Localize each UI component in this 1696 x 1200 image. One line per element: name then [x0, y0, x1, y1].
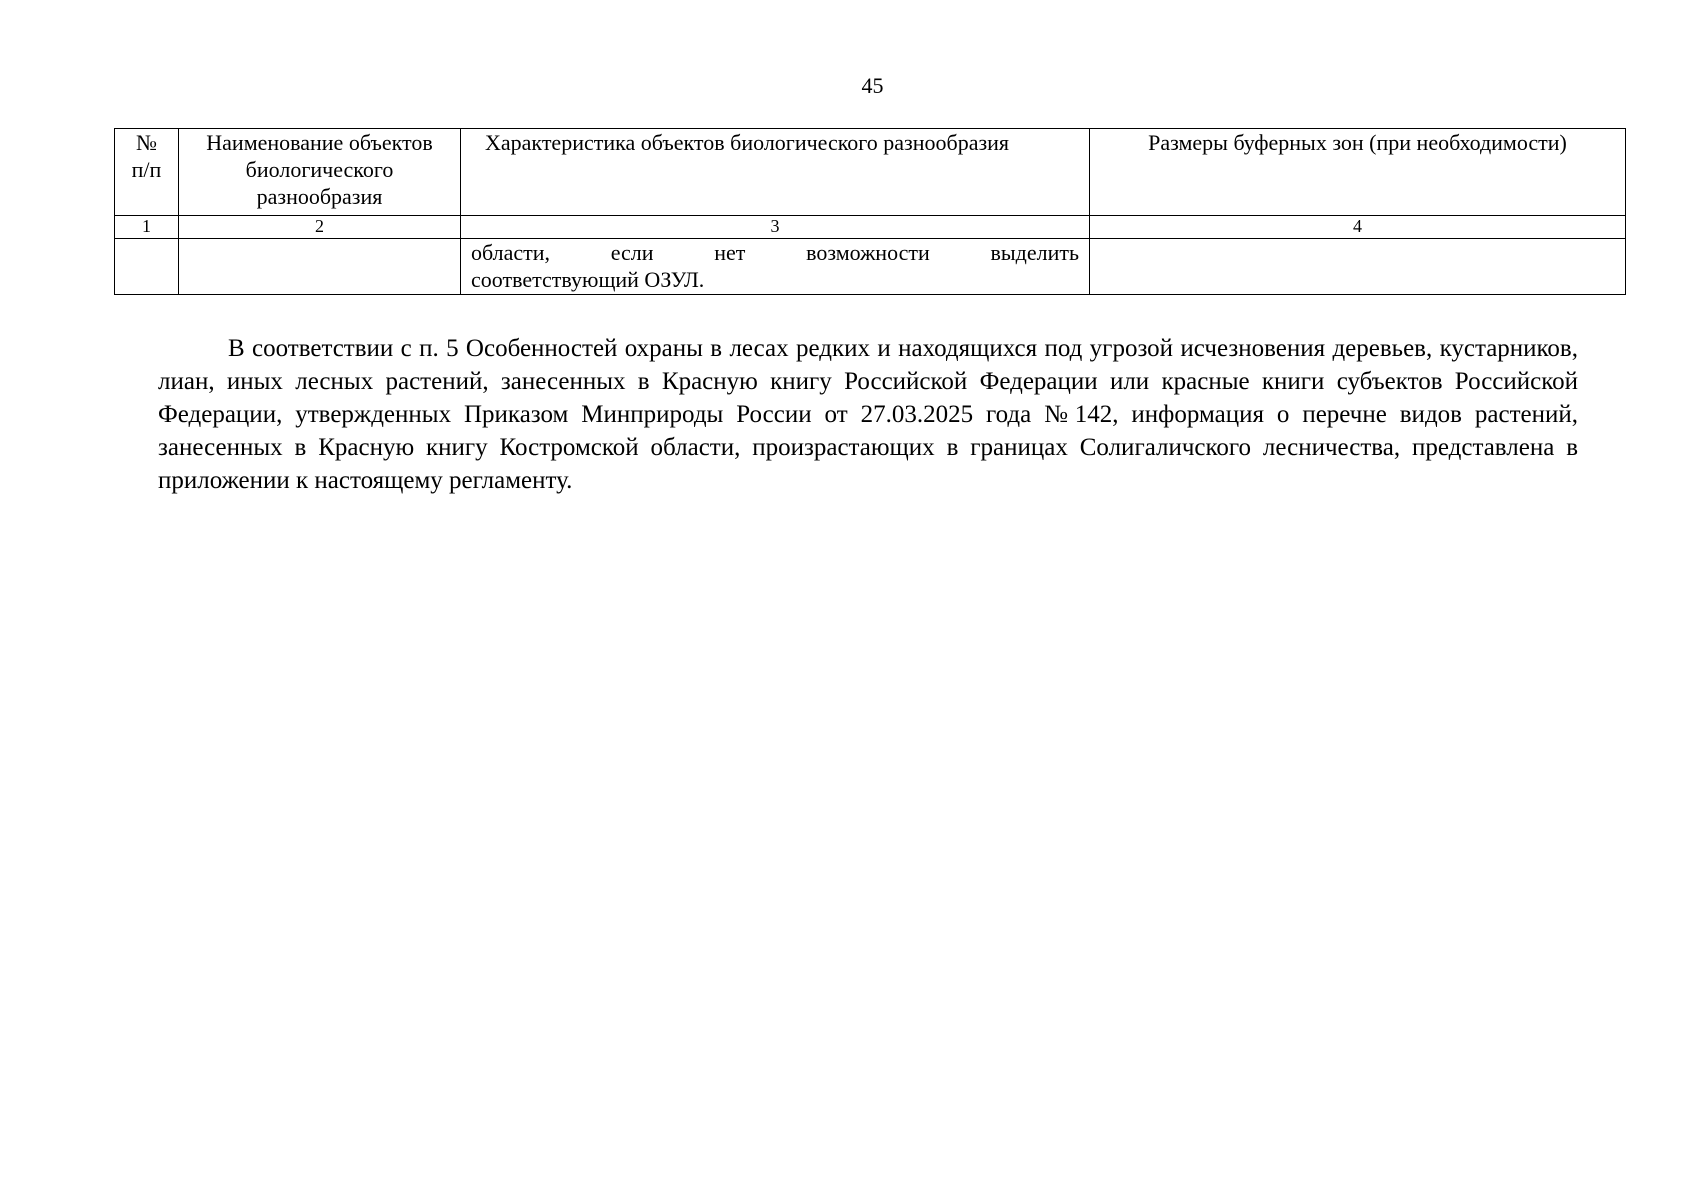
- column-index-3: 3: [461, 216, 1090, 239]
- row-name-cell: [179, 239, 461, 295]
- header-buffer-zone: Размеры буферных зон (при необходимости): [1090, 129, 1626, 216]
- characteristic-line-2: соответствующий ОЗУЛ.: [471, 267, 705, 292]
- row-characteristic-cell: [461, 239, 1090, 295]
- column-index-2: 2: [179, 216, 461, 239]
- characteristic-word: возможности: [806, 240, 930, 265]
- characteristic-word: области,: [471, 240, 551, 265]
- column-index-4: 4: [1090, 216, 1626, 239]
- row-number-cell: [115, 239, 179, 295]
- table-index-row: [115, 216, 1626, 239]
- column-index-1: 1: [115, 216, 179, 239]
- row-buffer-zone-cell: [1090, 239, 1626, 295]
- page-number: 45: [861, 73, 884, 98]
- characteristic-word: если: [610, 240, 654, 265]
- characteristic-word: выделить: [990, 240, 1079, 265]
- body-paragraph: В соответствии с п. 5 Особенностей охраны в лесах редких и находящихся под угрозой исчезновения деревьев, кустарников, лиан, иных лесных растений, занесенных в Красную книгу Российской Федерации или красные книги субъектов Российской Федерации, утвержденных Приказом Минприроды России от 27.03.2025 года №142, информация о перечне видов растений, занесенных в Красную книгу Костромской области, произрастающих в границах Солигаличского лесничества, представлена в приложении к настоящему регламенту.: [158, 335, 1578, 494]
- characteristic-word: нет: [714, 240, 746, 265]
- header-characteristic: Характеристика объектов биологического разнообразия: [461, 129, 1090, 216]
- header-number: № п/п: [115, 129, 179, 216]
- table-row: [115, 239, 1626, 295]
- header-object-name: Наименование объектов биологического разнообразия: [179, 129, 461, 216]
- biodiversity-table: [114, 128, 1626, 295]
- characteristic-line-1: [471, 239, 1079, 266]
- table-header-row: [115, 129, 1626, 216]
